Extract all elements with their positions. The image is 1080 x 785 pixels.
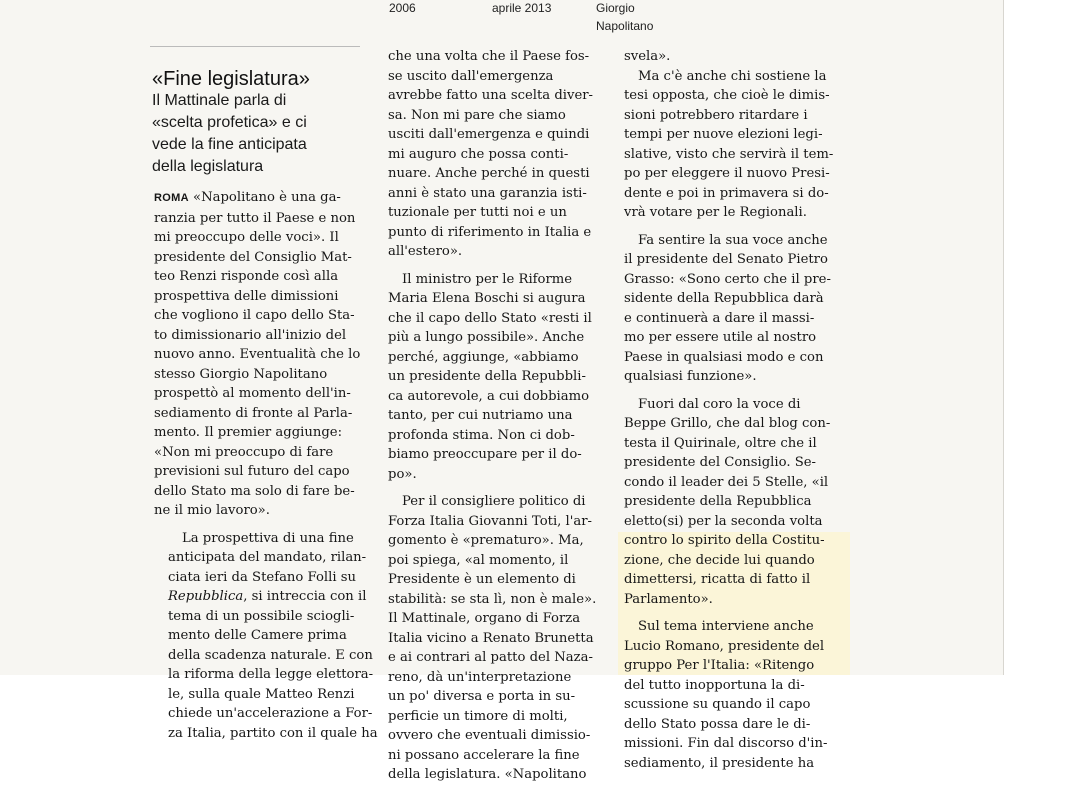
top-name-line2: Napolitano	[596, 19, 654, 33]
text-line: usciti dall'emergenza e quindi	[388, 127, 590, 142]
text-line: gruppo Per l'Italia: «Ritengo	[624, 658, 815, 673]
top-name-line1: Giorgio	[596, 1, 635, 15]
text-line: mi auguro che possa conti-	[388, 146, 569, 162]
subtitle-line: della legislatura	[152, 158, 264, 175]
dateline: ROMA	[154, 192, 189, 204]
text-line: La prospettiva di una fine	[182, 530, 354, 546]
text-line: Presidente è un elemento di	[388, 572, 576, 587]
article-column-2	[388, 47, 602, 785]
paragraph	[624, 395, 838, 610]
paragraph	[624, 47, 838, 67]
text-line	[154, 188, 366, 209]
text-line: stabilità: se sta lì, non è male».	[388, 591, 597, 607]
text-line: tempi per nuove elezioni legi-	[624, 127, 823, 142]
text-line: Il ministro per le Riforme	[402, 271, 573, 287]
text-line: zione, che decide lui quando	[624, 552, 815, 568]
text-line: teo Renzi risponde così alla	[154, 269, 339, 284]
text-line: della scadenza naturale. E con	[168, 647, 373, 663]
text-line: anni è stato una garanzia isti-	[388, 185, 587, 201]
text-line: previsioni sul futuro del capo	[154, 464, 350, 479]
text-line: condo il leader dei 5 Stelle, «il	[624, 474, 829, 490]
text-line: Ma c'è anche chi sostiene la	[638, 68, 827, 84]
text-line: se uscito dall'emergenza	[388, 68, 554, 84]
text-line: dimettersi, ricatta di fatto il	[624, 572, 811, 587]
headline-title: «Fine legislatura»	[152, 68, 310, 90]
text-line: poi spiega, «al momento, il	[388, 552, 569, 568]
text-line: testa il Quirinale, oltre che il	[624, 435, 817, 451]
text-line: missioni. Fin dal discorso d'in-	[624, 736, 828, 751]
paragraph	[154, 529, 378, 744]
text-line: za Italia, partito con il quale ha	[168, 725, 378, 741]
subtitle-line: «scelta profetica» e ci	[152, 114, 307, 131]
text-line: ni possano accelerare la fine	[388, 747, 580, 763]
text-line: sa. Non mi pare che siamo	[388, 107, 566, 123]
top-date: aprile 2013	[492, 1, 552, 15]
text-line: gomento è «prematuro». Ma,	[388, 533, 584, 548]
text-line: mi preoccupo delle voci». Il	[154, 230, 339, 245]
text-line: presidente del Consiglio. Se-	[624, 455, 816, 470]
paragraph	[388, 492, 602, 785]
text-line: nuovo anno. Eventualità che lo	[154, 347, 361, 362]
text-line: anticipata del mandato, rilan-	[168, 550, 367, 565]
text-line: Italia vicino a Renato Brunetta	[388, 630, 594, 646]
text-line-content: «Napolitano è una ga-	[193, 190, 341, 205]
text-line: po».	[388, 466, 417, 482]
text-line: to dimissionario all'inizio del	[154, 327, 347, 343]
text-line: biamo preoccupare per il do-	[388, 447, 582, 462]
text-line: Parlamento».	[624, 591, 713, 607]
text-line: sediamento, il presidente ha	[624, 755, 815, 771]
paragraph	[388, 270, 602, 485]
text-line: più a lungo possibile». Anche	[388, 330, 585, 345]
text-line: ne il mio lavoro».	[154, 503, 270, 518]
paragraph	[154, 188, 366, 209]
text-line: che una volta che il Paese fos-	[388, 49, 590, 64]
text-line: ciata ieri da Stefano Folli su	[168, 569, 357, 585]
text-line: Beppe Grillo, che dal blog con-	[624, 416, 831, 431]
text-line: mento delle Camere prima	[168, 628, 347, 643]
text-line: profonda stima. Non ci dob-	[388, 427, 575, 443]
text-line: ca autorevole, a cui dobbiamo	[388, 388, 590, 404]
text-line: nuare. Anche perché in questi	[388, 166, 590, 181]
paragraph	[624, 617, 838, 773]
text-line: Sul tema interviene anche	[638, 619, 814, 634]
headline-subtitle	[152, 90, 362, 178]
text-line: svela».	[624, 49, 671, 64]
text-line: Maria Elena Boschi si augura	[388, 291, 586, 306]
text-line: slative, visto che servirà il tem-	[624, 146, 834, 162]
text-line: e ai contrari al patto del Naza-	[388, 650, 593, 665]
text-line: e continuerà a dare il massi-	[624, 310, 815, 326]
text-line: che il capo dello Stato «resti il	[388, 310, 592, 326]
text-line: la riforma della legge elettora-	[168, 667, 374, 682]
text-line: della legislatura. «Napolitano	[388, 767, 587, 782]
paragraph	[388, 47, 602, 262]
text-line: un presidente della Repubbli-	[388, 369, 586, 384]
text-line: dello Stato ma solo di fare be-	[154, 483, 355, 499]
text-line: tuzionale per tutti noi e un	[388, 205, 567, 220]
text-line: ranzia per tutto il Paese e non	[154, 210, 356, 226]
text-line: Grasso: «Sono certo che il pre-	[624, 271, 831, 287]
article-column-1	[154, 188, 378, 743]
text-line: dente e poi in primavera si do-	[624, 185, 829, 201]
text-line: contro lo spirito della Costitu-	[624, 533, 825, 548]
text-line: ovvero che eventuali dimissio-	[388, 728, 591, 743]
text-line: mo per essere utile al nostro	[624, 330, 817, 345]
text-line: sediamento di fronte al Parla-	[154, 405, 353, 421]
text-line: tema di un possibile sciogli-	[168, 608, 355, 624]
text-line: Paese in qualsiasi modo e con	[624, 349, 824, 365]
text-line: tesi opposta, che cioè le dimis-	[624, 88, 830, 103]
text-line: qualsiasi funzione».	[624, 369, 757, 384]
text-line: all'estero».	[388, 244, 463, 259]
subtitle-line: Il Mattinale parla di	[152, 92, 287, 109]
text-line: chiede un'accelerazione a For-	[168, 706, 373, 721]
text-line: Fa sentire la sua voce anche	[638, 232, 828, 248]
text-line: vrà votare per le Regionali.	[624, 205, 807, 220]
text-line: tanto, per cui nutriamo una	[388, 408, 573, 423]
text-line: presidente della Repubblica	[624, 494, 812, 509]
text-line: presidente del Consiglio Mat-	[154, 249, 352, 265]
text-line: che vogliono il capo dello Sta-	[154, 308, 355, 323]
text-line: un po' diversa e porta in su-	[388, 689, 576, 704]
text-line: Il Mattinale, organo di Forza	[388, 611, 581, 626]
text-line: Forza Italia Giovanni Toti, l'ar-	[388, 513, 593, 529]
text-line: sidente della Repubblica darà	[624, 291, 824, 306]
paragraph	[624, 67, 838, 223]
text-line: Per il consigliere politico di	[402, 494, 586, 509]
text-line: prospettiva delle dimissioni	[154, 288, 339, 304]
text-line: mento. Il premier aggiunge:	[154, 425, 343, 440]
subtitle-line: vede la fine anticipata	[152, 136, 307, 153]
top-year: 2006	[389, 1, 416, 15]
text-line: il presidente del Senato Pietro	[624, 252, 828, 267]
text-line: scussione su quando il capo	[624, 697, 811, 712]
page-margin	[1003, 0, 1080, 675]
section-divider	[150, 46, 360, 47]
text-line: reno, dà un'interpretazione	[388, 669, 572, 685]
text-line: sioni potrebbero ritardare i	[624, 107, 808, 123]
text-line: avrebbe fatto una scelta diver-	[388, 88, 594, 103]
text-line: dello Stato possa dare le di-	[624, 716, 811, 732]
text-line: del tutto inopportuna la di-	[624, 677, 805, 693]
text-line: prospettò al momento dell'in-	[154, 386, 351, 401]
text-line: stesso Giorgio Napolitano	[154, 366, 328, 382]
text-line: punto di riferimento in Italia e	[388, 224, 592, 240]
text-line: Fuori dal coro la voce di	[638, 396, 801, 412]
text-line: po per eleggere il nuovo Presi-	[624, 166, 830, 181]
paragraph	[624, 231, 838, 387]
text-line: perché, aggiunge, «abbiamo	[388, 349, 579, 365]
text-line: Lucio Romano, presidente del	[624, 638, 825, 654]
article-column-3	[624, 47, 838, 773]
text-line: «Non mi preoccupo di fare	[154, 444, 334, 460]
text-line: le, sulla quale Matteo Renzi	[168, 686, 355, 702]
text-line: perficie un timore di molti,	[388, 708, 568, 724]
text-line: Repubblica, si intreccia con il	[168, 589, 367, 604]
paragraph	[154, 209, 366, 521]
text-line: eletto(si) per la seconda volta	[624, 513, 823, 529]
